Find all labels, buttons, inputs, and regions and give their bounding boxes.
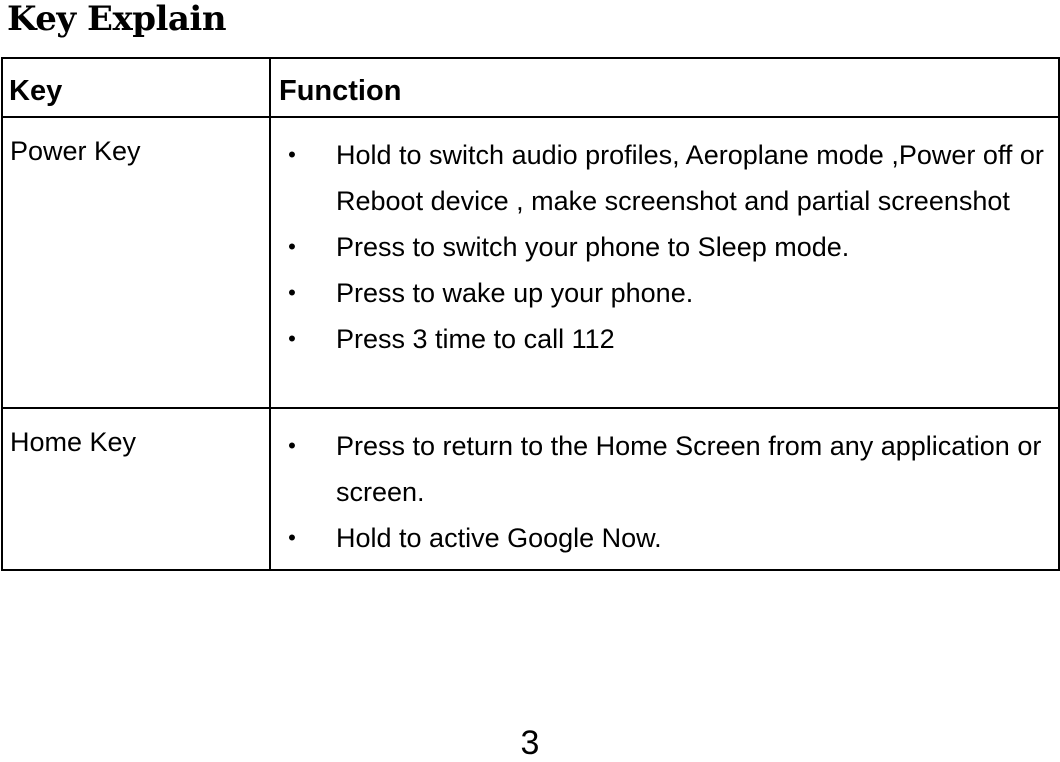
bullet-icon: • [288,433,296,458]
key-function-table [1,57,1060,571]
function-list-home [271,423,1058,561]
page-title: Key Explain [7,0,227,39]
bullet-icon: • [288,280,296,305]
function-column-header: Function [270,58,1059,117]
table-row-power-key [2,117,1059,408]
function-text: Hold to switch audio profiles, Aeroplane mode ,Power off or Reboot device , make screenshot and partial screenshot [336,140,1044,216]
list-item [271,423,1058,515]
list-item [271,515,1058,561]
function-text: Press to return to the Home Screen from any application or screen. [336,431,1042,507]
table-header-row [2,58,1059,117]
key-name-home: Home Key [2,408,270,570]
list-item [271,270,1058,316]
function-cell-home [270,408,1059,570]
key-name-power: Power Key [2,117,270,408]
function-text: Hold to active Google Now. [336,523,662,553]
function-text: Press to switch your phone to Sleep mode. [336,232,850,262]
page-number: 3 [520,724,540,762]
bullet-icon: • [288,525,296,550]
function-text: Press 3 time to call 112 [336,324,615,354]
bullet-icon: • [288,234,296,259]
bullet-icon: • [288,142,296,167]
function-cell-power [270,117,1059,408]
list-item [271,316,1058,362]
bullet-icon: • [288,326,296,351]
function-text: Press to wake up your phone. [336,278,694,308]
list-item [271,224,1058,270]
key-column-header: Key [2,58,270,117]
function-list-power [271,132,1058,362]
list-item [271,132,1058,224]
table-row-home-key [2,408,1059,570]
